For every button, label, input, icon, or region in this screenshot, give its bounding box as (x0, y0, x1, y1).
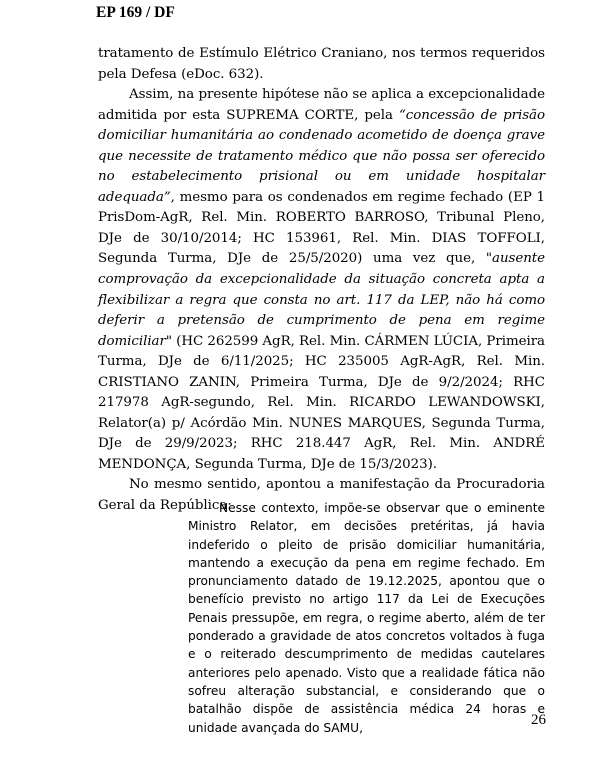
paragraph-text: , mesmo para os condenados em regime fechado (EP 1 PrisDom-AgR, Rel. Min. ROBERTO BARROSO, Tribunal Pleno, DJe de 30/10/2014; HC 153961, Rel. Min. DIAS TOFFOLI, Segunda Turma, DJe de 25/5/2020) uma vez que, (98, 189, 545, 267)
page-number: 26 (531, 712, 546, 728)
paragraph-pgr-intro: No mesmo sentido, apontou a manifestação da Procuradoria Geral da República: (98, 477, 545, 514)
paragraph-text: Assim, na presente hipótese não se aplica a excepcionalidade admitida por esta SUPREMA CORTE, pela (98, 87, 545, 123)
block-quote-text: Nesse contexto, impõe-se observar que o eminente Ministro Relator, em decisões pretéritas, já havia indeferido o pleito de prisão domiciliar humanitária, mantendo a execução da pena em regime fechado. Em pronunciamento datado de 19.12.2025, apontou que o benefício previsto no artigo 117 da Lei de Execuções Penais pressupõe, em regra, o regime aberto, além de ter ponderado a gravidade de atos concretos voltados à fuga e o reiterado descumprimento de medidas cautelares anteriores pelo apenado. Visto que a realidade fática não sofreu alteração substancial, e considerando que o batalhão dispõe de assistência médica 24 horas e unidade avançada do SAMU, (188, 501, 545, 735)
paragraph-continuation: tratamento de Estímulo Elétrico Craniano, nos termos requeridos pela Defesa (eDoc. 632). (98, 46, 545, 82)
main-text (98, 44, 545, 517)
paragraph-precedents (98, 85, 545, 475)
case-header: EP 169 / DF (96, 4, 175, 21)
quoted-excerpt: “concessão de prisão domiciliar humanitária ao condenado acometido de doença grave que necessite de tratamento médico que não possa ser oferecido no estabelecimento prisional ou em unidade hospitalar adequada” (98, 107, 545, 205)
block-quote (188, 499, 545, 737)
quoted-excerpt: "ausente comprovação da excepcionalidade da situação concreta apta a flexibilizar a regra que consta no art. 117 da LEP, não há como deferir a pretensão de cumprimento de pena em regime domiciliar" (98, 251, 545, 349)
paragraph-text: (HC 262599 AgR, Rel. Min. CÁRMEN LÚCIA, Primeira Turma, DJe de 6/11/2025; HC 235005 AgR-AgR, Rel. Min. CRISTIANO ZANIN, Primeira Turma, DJe de 9/2/2024; RHC 217978 AgR-segundo, Rel. Min. RICARDO LEWANDOWSKI, Relator(a) p/ Acórdão Min. NUNES MARQUES, Segunda Turma, DJe de 29/9/2023; RHC 218.447 AgR, Rel. Min. ANDRÉ MENDONÇA, Segunda Turma, DJe de 15/3/2023). (98, 333, 545, 472)
